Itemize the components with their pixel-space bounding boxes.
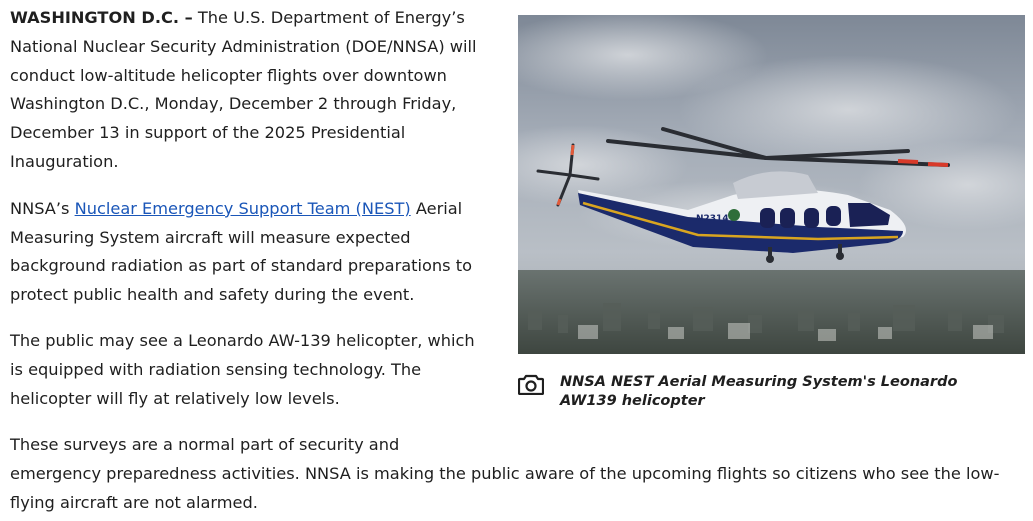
- surveys-text: emergency preparedness activities. NNSA is making the public aware of the upcoming flights so citizens who see the low-flying aircraft are not alarmed.: [10, 464, 1000, 512]
- nest-link[interactable]: Nuclear Emergency Support Team (NEST): [74, 198, 411, 218]
- article-text-column: [10, 4, 480, 413]
- nest-text-before: NNSA’s: [10, 198, 75, 218]
- helicopter-photo-image: [518, 15, 1025, 354]
- camera-icon: [518, 373, 544, 395]
- paragraph-intro: [10, 4, 480, 177]
- paragraph-nest: [10, 195, 480, 310]
- nest-text-after: Aerial Measuring System aircraft will measure expected background radiation as part of standard preparations to protect public health and safety during the event.: [10, 198, 472, 305]
- tail-number: N2314: [696, 214, 729, 224]
- paragraph-surveys: [10, 430, 1020, 517]
- caption-text: NNSA NEST Aerial Measuring System's Leonardo AW139 helicopter: [560, 374, 958, 409]
- intro-text: The U.S. Department of Energy’s National Nuclear Security Administration (DOE/NNSA) will conduct low-altitude helicopter flights over downtown Washington D.C., Monday, December 2 through Friday, December 13 in support of the 2025 Presidential Inauguration.: [10, 8, 477, 171]
- surveys-line-1: These surveys are a normal part of security and: [10, 435, 400, 454]
- paragraph-helicopter: The public may see a Leonardo AW-139 helicopter, which is equipped with radiation sensing technology. The helicopter will fly at relatively low levels.: [10, 330, 475, 408]
- helicopter-photo: [518, 15, 1025, 354]
- dateline: WASHINGTON D.C. –: [10, 8, 193, 27]
